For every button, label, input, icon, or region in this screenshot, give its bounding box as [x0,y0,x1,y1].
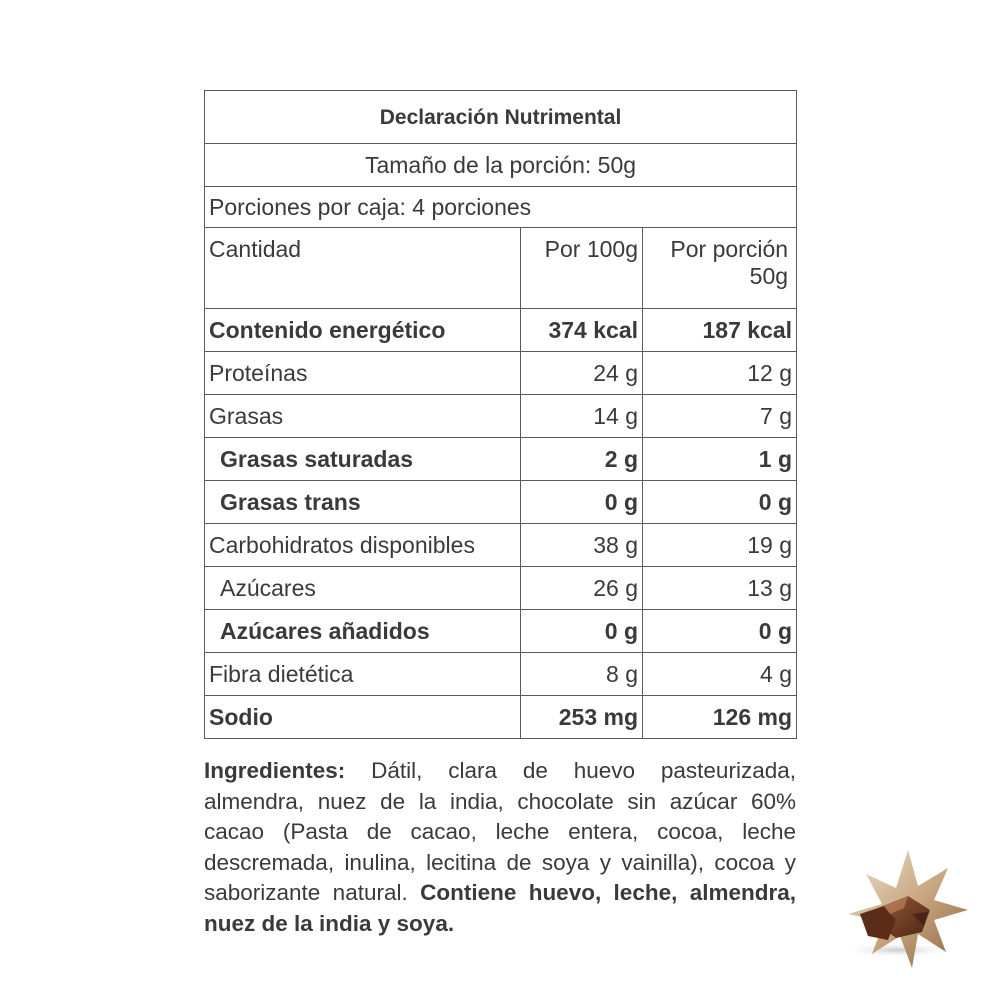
ingredients-paragraph [204,756,796,939]
row-per-100g: 374 kcal [521,309,643,352]
row-per-100g: 26 g [521,567,643,610]
serving-size: Tamaño de la porción: 50g [205,144,797,187]
row-per-serving: 187 kcal [643,309,797,352]
table-row [205,567,797,610]
row-per-100g: 2 g [521,438,643,481]
row-per-serving: 7 g [643,395,797,438]
header-quantity: Cantidad [205,228,521,309]
row-per-100g: 0 g [521,481,643,524]
row-per-100g: 14 g [521,395,643,438]
row-label: Grasas [205,395,521,438]
table-row [205,352,797,395]
nutrition-table [204,90,797,739]
ingredients-label: Ingredientes: [204,758,346,783]
table-title: Declaración Nutrimental [205,91,797,144]
ingredients-text: Dátil, clara de huevo pasteurizada, almendra, nuez de la india, chocolate sin azúcar 60% cacao (Pasta de cacao, leche entera, cocoa, leche descremada, inulina, lecitina de soya y vainilla), cocoa y saborizante natural. [204,758,796,905]
row-per-serving: 0 g [643,610,797,653]
row-per-serving: 19 g [643,524,797,567]
row-per-100g: 8 g [521,653,643,696]
row-per-serving: 4 g [643,653,797,696]
table-row [205,309,797,352]
table-row [205,481,797,524]
row-label: Azúcares [205,567,521,610]
header-per-serving: Por porción 50g [643,228,797,309]
table-row [205,438,797,481]
row-per-serving: 1 g [643,438,797,481]
table-row [205,696,797,739]
servings-per-box: Porciones por caja: 4 porciones [205,187,797,228]
table-row [205,395,797,438]
table-row [205,524,797,567]
chocolate-star-logo-icon [838,848,970,972]
row-per-100g: 38 g [521,524,643,567]
row-label: Grasas saturadas [205,438,521,481]
row-per-serving: 126 mg [643,696,797,739]
row-label: Carbohidratos disponibles [205,524,521,567]
row-per-100g: 0 g [521,610,643,653]
row-per-100g: 253 mg [521,696,643,739]
row-per-serving: 12 g [643,352,797,395]
row-per-serving: 13 g [643,567,797,610]
table-row [205,653,797,696]
header-per-100g: Por 100g [521,228,643,309]
allergens-text: Contiene huevo, leche, almendra, nuez de la india y soya. [204,880,796,936]
row-label: Azúcares añadidos [205,610,521,653]
row-per-serving: 0 g [643,481,797,524]
row-label: Contenido energético [205,309,521,352]
row-label: Proteínas [205,352,521,395]
row-label: Grasas trans [205,481,521,524]
row-per-100g: 24 g [521,352,643,395]
row-label: Fibra dietética [205,653,521,696]
row-label: Sodio [205,696,521,739]
table-row [205,610,797,653]
